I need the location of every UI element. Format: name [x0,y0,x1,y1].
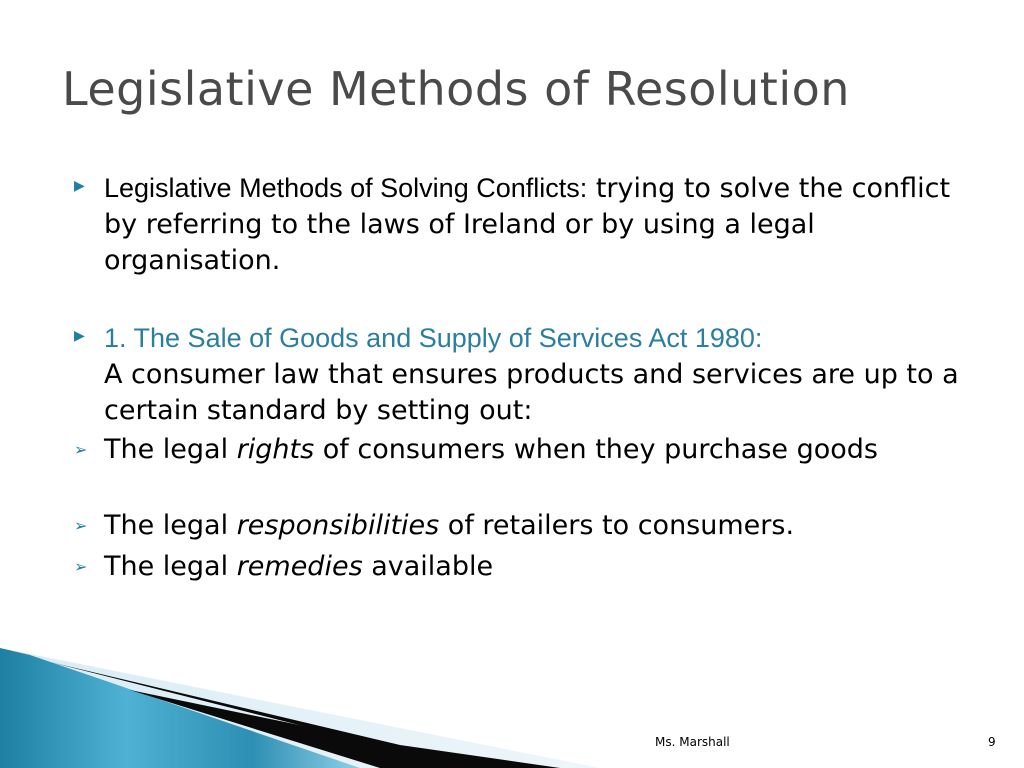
page-number: 9 [988,735,996,749]
sub-bullet-suffix: of consumers when they purchase goods [314,434,878,465]
sub-bullet-prefix: The legal [104,434,237,465]
sub-bullet-suffix: of retailers to consumers. [439,510,795,541]
bullet-text [104,320,974,429]
arrow-bullet-icon: ➢ [74,557,88,576]
sub-bullet-prefix: The legal [104,510,237,541]
sub-bullet-text [104,549,974,585]
bullet-description: A consumer law that ensures products and services are up to a certain standard by setting out: [104,359,959,426]
footer-author: Ms. Marshall [655,735,730,749]
bullet-text [104,170,974,279]
slide-title: Legislative Methods of Resolution [62,62,850,116]
sub-bullet-emphasis: responsibilities [236,510,440,541]
bullet-term: Legislative Methods of Solving Conflicts: [104,173,588,203]
triangle-bullet-icon: ▶ [74,328,85,344]
sub-bullet-prefix: The legal [104,551,237,582]
triangle-bullet-icon: ▶ [74,178,85,194]
sub-bullet-text [104,432,974,468]
arrow-bullet-icon: ➢ [74,440,88,459]
sub-bullet-emphasis: remedies [236,551,363,582]
arrow-bullet-icon: ➢ [74,516,88,535]
act-title: 1. The Sale of Goods and Supply of Services Act 1980: [104,323,763,353]
bullet-description: trying to solve the conflict by referring to the laws of Ireland or by using a legal organisation. [104,173,951,276]
sub-bullet-emphasis: rights [236,434,315,465]
sub-bullet-text [104,508,974,544]
sub-bullet-suffix: available [362,551,494,582]
